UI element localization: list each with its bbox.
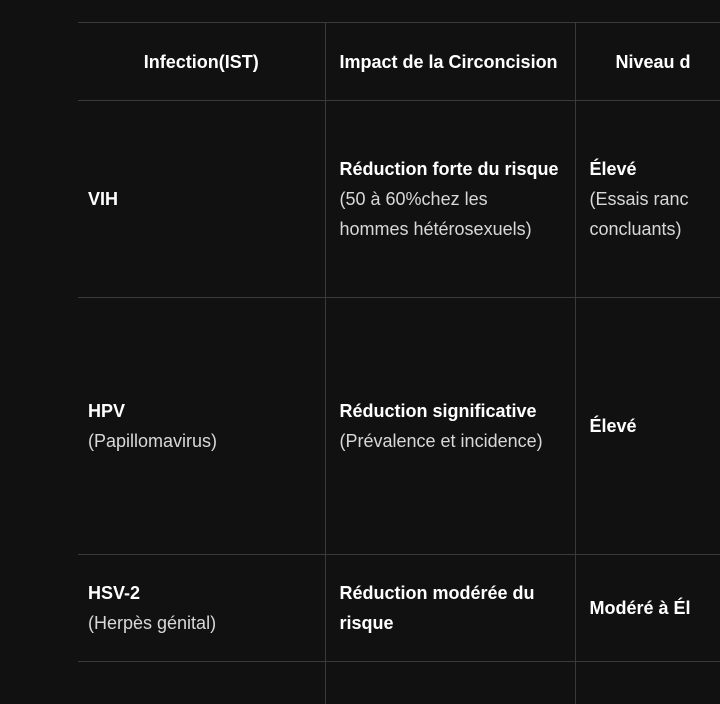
niveau-main: Élevé (589, 159, 637, 179)
cell-niveau (575, 555, 720, 662)
cell-impact (325, 555, 575, 662)
impact-detail: (50 à 60%chez les hommes hétérosexuels) (339, 189, 532, 239)
infection-detail: (Herpès génital) (88, 613, 217, 633)
niveau-detail-2: concluants) (589, 219, 682, 239)
cell-niveau (575, 101, 720, 298)
table-row (78, 662, 720, 704)
cell-impact (325, 101, 575, 298)
cell-empty (78, 662, 325, 704)
cell-niveau (575, 298, 720, 555)
impact-detail: (Prévalence et incidence) (339, 431, 543, 451)
infection-name: HPV (88, 401, 126, 421)
cell-empty (575, 662, 720, 704)
sti-circumcision-table (78, 22, 720, 704)
impact-main: Réduction significative (339, 401, 537, 421)
header-niveau: Niveau d (575, 23, 720, 101)
cell-infection (78, 298, 325, 555)
infection-name: VIH (88, 189, 119, 209)
infection-name: HSV-2 (88, 583, 141, 603)
header-impact: Impact de la Circoncision (325, 23, 575, 101)
cell-infection (78, 101, 325, 298)
niveau-main: Élevé (589, 416, 637, 436)
cell-infection (78, 555, 325, 662)
impact-main: Réduction modérée du risque (339, 583, 535, 633)
cell-empty (325, 662, 575, 704)
header-infection: Infection(IST) (78, 23, 325, 101)
table-header-row (78, 23, 720, 101)
niveau-detail: (Essais ranc (589, 189, 689, 209)
table-row (78, 555, 720, 662)
impact-main: Réduction forte du risque (339, 159, 559, 179)
table-row (78, 298, 720, 555)
table-row (78, 101, 720, 298)
niveau-main: Modéré à Él (589, 598, 691, 618)
infection-detail: (Papillomavirus) (88, 431, 218, 451)
cell-impact (325, 298, 575, 555)
